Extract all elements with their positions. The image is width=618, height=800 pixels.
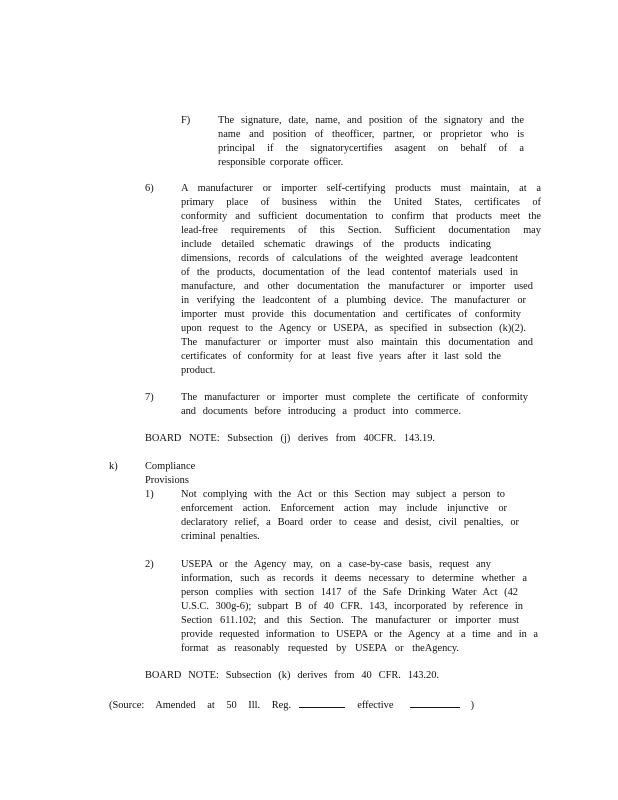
item-6-label: 6) xyxy=(145,183,154,194)
text-line: USEPA or the Agency may, on a case-by-case basis, request any xyxy=(181,559,491,570)
text-line: conformity and sufficient documentation to confirm that products meet the xyxy=(181,211,541,222)
section-k-label: k) xyxy=(109,461,118,472)
source-effective: effective xyxy=(357,700,394,711)
text-line: declaratory relief, a Board order to cease and desist, civil penalties, or xyxy=(181,517,519,528)
item-6-text xyxy=(181,182,541,378)
item-k1-text xyxy=(181,488,519,544)
item-k2-label: 2) xyxy=(145,559,154,570)
text-line: name and position of theofficer, partner, or proprietor who is xyxy=(218,129,524,140)
reg-blank xyxy=(299,697,345,708)
item-F-label: F) xyxy=(181,115,191,126)
text-line: Not complying with the Act or this Section may subject a person to xyxy=(181,489,505,500)
text-line: principal if the signatorycertifies asagent on behalf of a xyxy=(218,143,524,154)
board-note-k xyxy=(145,669,439,683)
text-line: lead-free requirements of this Section. Sufficient documentation may xyxy=(181,225,541,236)
text-line: provide requested information to USEPA or the Agency at a time and in a xyxy=(181,629,538,640)
board-note-text: BOARD NOTE: Subsection (j) derives from 40CFR. 143.19. xyxy=(145,433,435,444)
item-F-text xyxy=(218,114,524,170)
text-line: manufacture, and other documentation the manufacturer or importer used xyxy=(181,281,533,292)
text-line: The manufacturer or importer must also maintain this documentation and xyxy=(181,337,533,348)
text-line: dimensions, records of calculations of the weighted average leadcontent xyxy=(181,253,518,264)
text-line: in verifying the leadcontent of a plumbing device. The manufacturer or xyxy=(181,295,526,306)
text-line: information, such as records it deems necessary to determine whether a xyxy=(181,573,527,584)
text-line: Section 611.102; and this Section. The manufacturer or importer must xyxy=(181,615,519,626)
text-line: upon request to the Agency or USEPA, as specified in subsection (k)(2). xyxy=(181,323,526,334)
source-line xyxy=(109,697,474,713)
text-line: U.S.C. 300g-6); subpart B of 40 CFR. 143, incorporated by reference in xyxy=(181,601,523,612)
text-line: include detailed schematic drawings of the products indicating xyxy=(181,239,491,250)
text-line: A manufacturer or importer self-certifying products must maintain, at a xyxy=(181,183,541,194)
text-line: The signature, date, name, and position of the signatory and the xyxy=(218,115,524,126)
text-line: of the products, documentation of the lead contentof materials used in xyxy=(181,267,518,278)
text-line: person complies with section 1417 of the Safe Drinking Water Act (42 xyxy=(181,587,518,598)
item-7-text xyxy=(181,391,528,419)
source-prefix: (Source: Amended at 50 Ill. Reg. xyxy=(109,700,292,711)
text-line: importer must provide this documentation and certificates of conformity xyxy=(181,309,521,320)
effective-blank xyxy=(410,697,460,708)
item-7-label: 7) xyxy=(145,392,154,403)
text-line: primary place of business within the United States, certificates of xyxy=(181,197,541,208)
text-line: and documents before introducing a product into commerce. xyxy=(181,406,461,417)
text-line: product. xyxy=(181,365,216,376)
item-k1-label: 1) xyxy=(145,489,154,500)
board-note-j xyxy=(145,432,435,446)
source-suffix: ) xyxy=(470,700,475,711)
text-line: format as reasonably requested by USEPA or theAgency. xyxy=(181,643,459,654)
text-line: enforcement action. Enforcement action may include injunctive or xyxy=(181,503,507,514)
item-k2-text xyxy=(181,558,538,656)
text-line: certificates of conformity for at least five years after it last sold the xyxy=(181,351,501,362)
section-k-heading: Compliance Provisions xyxy=(145,461,196,486)
board-note-text: BOARD NOTE: Subsection (k) derives from 40 CFR. 143.20. xyxy=(145,670,439,681)
text-line: responsible corporate officer. xyxy=(218,157,344,168)
text-line: criminal penalties. xyxy=(181,531,260,542)
text-line: The manufacturer or importer must complete the certificate of conformity xyxy=(181,392,528,403)
